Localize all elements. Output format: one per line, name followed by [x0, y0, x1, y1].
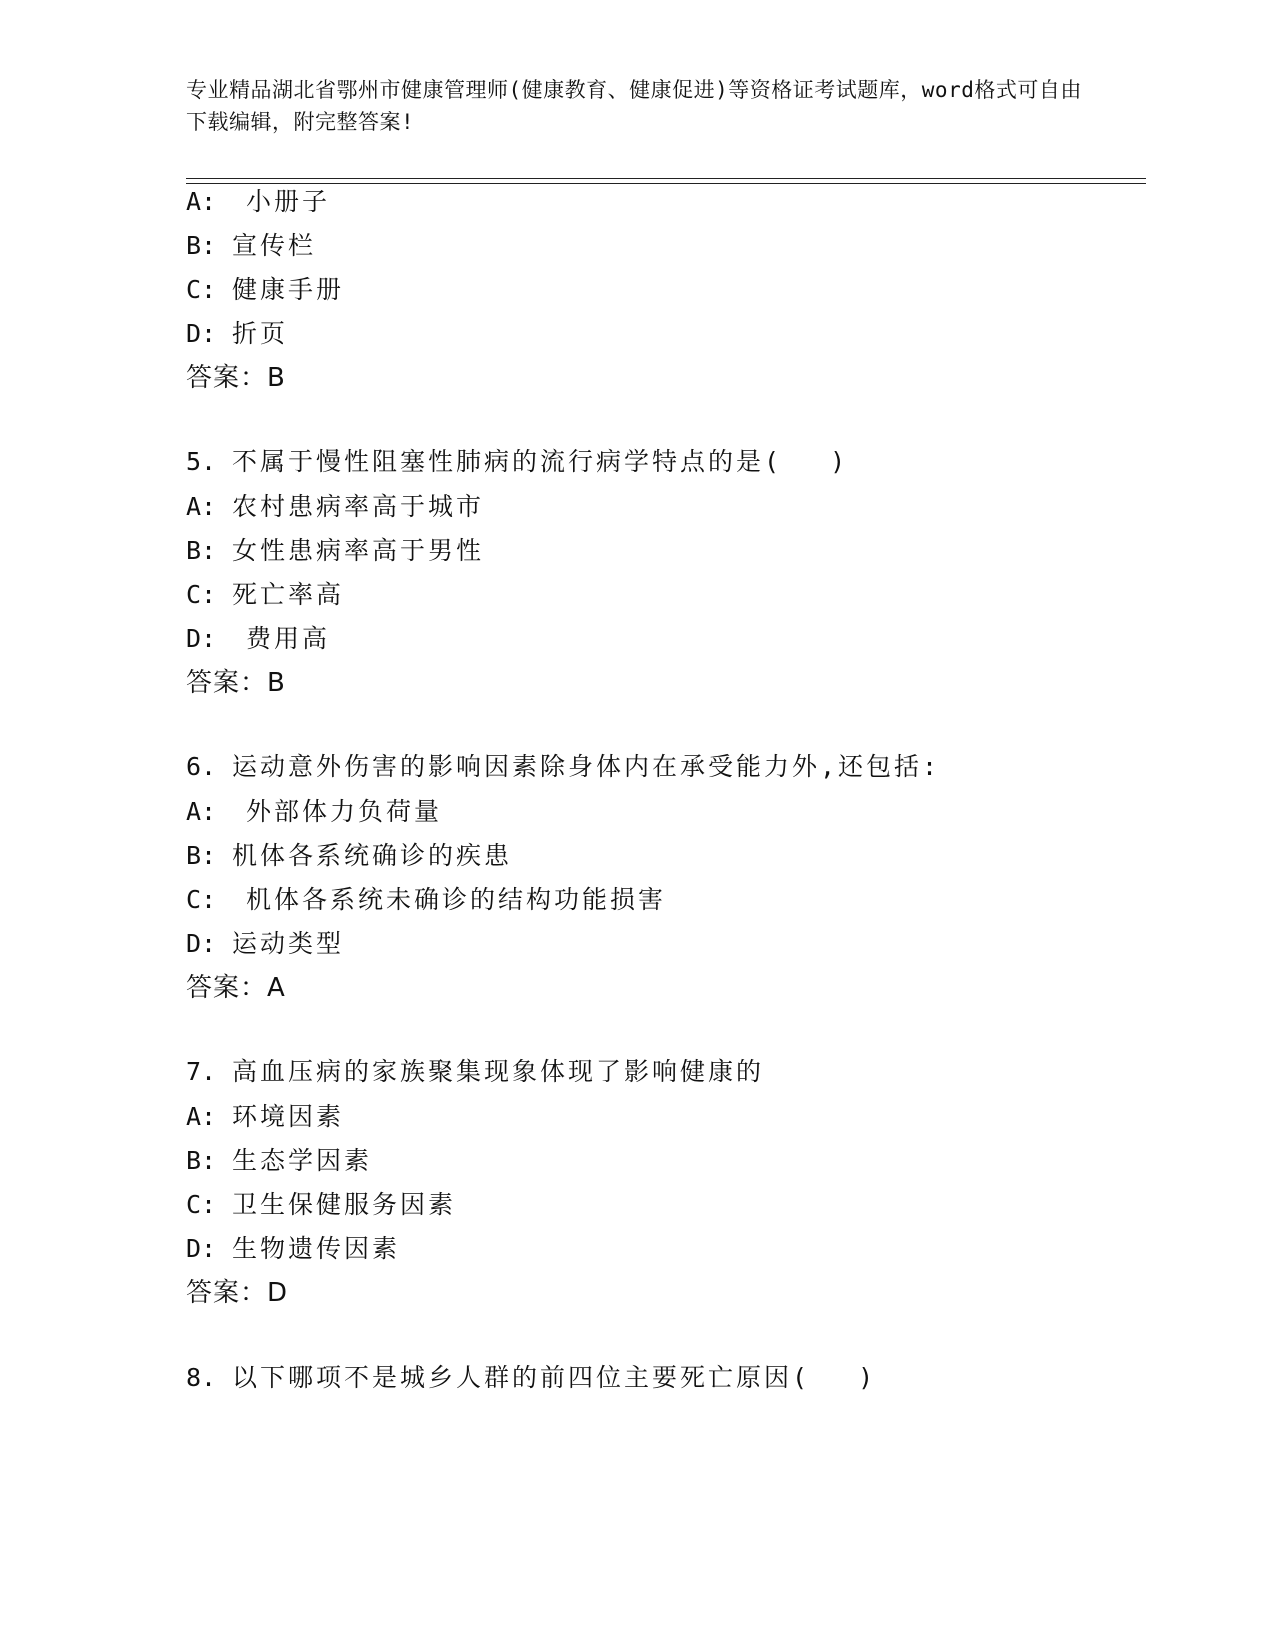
question-text: 不属于慢性阻塞性肺病的流行病学特点的是( — [232, 447, 783, 476]
option-text: 机体各系统未确诊的结构功能损害 — [246, 885, 667, 914]
answer-value: A — [267, 973, 286, 1003]
question-paren-close: ) — [858, 1363, 877, 1392]
header-divider-top — [186, 178, 1146, 179]
option-label: D: — [186, 624, 217, 653]
option-label: A: — [186, 492, 217, 521]
option-label: C: — [186, 580, 217, 609]
option-text: 宣传栏 — [232, 231, 317, 260]
option-b — [186, 230, 316, 262]
option-label: B: — [186, 1146, 217, 1175]
option-label: A: — [186, 797, 217, 826]
question-number: 8. — [186, 1363, 217, 1392]
option-label: B: — [186, 231, 217, 260]
question-paren-close: ) — [830, 447, 849, 476]
option-a — [186, 186, 330, 218]
answer-line — [186, 972, 286, 1004]
option-text: 外部体力负荷量 — [246, 797, 443, 826]
option-text: 女性患病率高于男性 — [232, 536, 485, 565]
option-label: A: — [186, 1102, 217, 1131]
question-text: 运动意外伤害的影响因素除身体内在承受能力外,还包括: — [232, 752, 941, 781]
option-c — [186, 579, 344, 611]
option-a — [186, 796, 442, 828]
option-b — [186, 840, 512, 872]
option-c — [186, 1189, 456, 1221]
option-label: C: — [186, 1190, 217, 1219]
option-d — [186, 1233, 400, 1265]
option-label: B: — [186, 536, 217, 565]
option-text: 小册子 — [246, 187, 331, 216]
question-number: 7. — [186, 1057, 217, 1086]
option-label: C: — [186, 885, 217, 914]
answer-line — [186, 667, 286, 699]
option-a — [186, 491, 484, 523]
header-divider-bottom — [186, 183, 1146, 184]
option-text: 折页 — [232, 319, 289, 348]
document-header: 专业精品湖北省鄂州市健康管理师(健康教育、健康促进)等资格证考试题库，word格式可自由下载编辑，附完整答案! — [186, 78, 1082, 134]
option-b — [186, 535, 484, 567]
option-text: 死亡率高 — [232, 580, 345, 609]
question-stem — [186, 1056, 764, 1088]
option-text: 运动类型 — [232, 929, 345, 958]
answer-line — [186, 1277, 288, 1309]
option-b — [186, 1145, 372, 1177]
option-d — [186, 928, 344, 960]
answer-line — [186, 362, 286, 394]
answer-value: B — [267, 363, 286, 393]
option-label: B: — [186, 841, 217, 870]
answer-value: D — [267, 1278, 289, 1308]
question-stem — [186, 446, 848, 478]
question-stem — [186, 751, 940, 783]
option-text: 卫生保健服务因素 — [232, 1190, 457, 1219]
question-text: 以下哪项不是城乡人群的前四位主要死亡原因( — [232, 1363, 811, 1392]
option-text: 费用高 — [246, 624, 331, 653]
option-text: 农村患病率高于城市 — [232, 492, 485, 521]
option-text: 生物遗传因素 — [232, 1234, 401, 1263]
answer-label: 答案： — [186, 363, 268, 393]
option-text: 环境因素 — [232, 1102, 345, 1131]
question-number: 6. — [186, 752, 217, 781]
answer-label: 答案： — [186, 668, 268, 698]
option-text: 健康手册 — [232, 275, 345, 304]
question-stem — [186, 1362, 876, 1394]
option-c — [186, 274, 344, 306]
option-text: 机体各系统确诊的疾患 — [232, 841, 513, 870]
question-text: 高血压病的家族聚集现象体现了影响健康的 — [232, 1057, 765, 1086]
answer-label: 答案： — [186, 1278, 268, 1308]
question-number: 5. — [186, 447, 217, 476]
option-text: 生态学因素 — [232, 1146, 373, 1175]
option-label: C: — [186, 275, 217, 304]
option-label: D: — [186, 929, 217, 958]
option-label: A: — [186, 187, 217, 216]
option-label: D: — [186, 1234, 217, 1263]
answer-label: 答案： — [186, 973, 268, 1003]
option-d — [186, 623, 330, 655]
option-label: D: — [186, 319, 217, 348]
option-a — [186, 1101, 344, 1133]
answer-value: B — [267, 668, 286, 698]
option-d — [186, 318, 288, 350]
option-c — [186, 884, 666, 916]
